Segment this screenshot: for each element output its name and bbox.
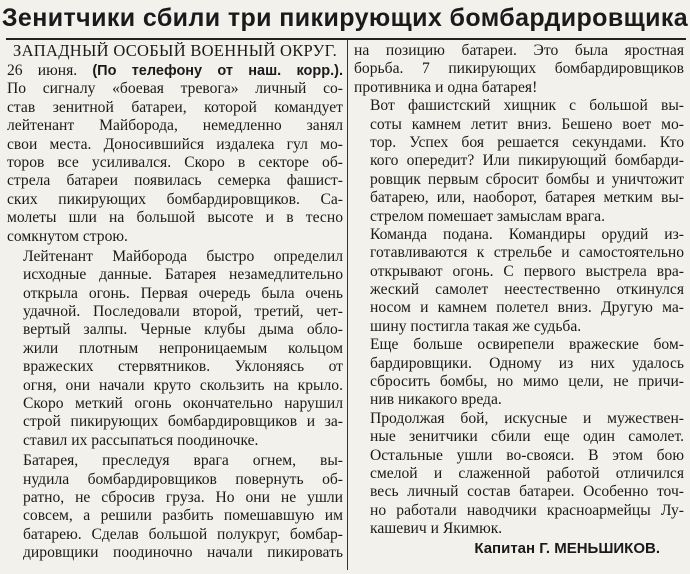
text-line: огня, они начали круто скользить на крыло.	[23, 376, 343, 394]
paragraph	[354, 336, 684, 410]
paragraph	[354, 410, 684, 539]
text-line: ратно, не сбросив груза. Но они не ушли	[23, 488, 343, 506]
text-line: свои места. Доносившийся издалека гул мо-	[7, 135, 343, 153]
text-line: Лейтенант Майборода быстро определил	[23, 247, 343, 265]
author-signature: Капитан Г. МЕНЬШИКОВ.	[474, 540, 660, 557]
text-line: лейтенант Майборода, немедленно занял	[7, 117, 343, 135]
paragraph	[7, 452, 343, 562]
text-line: нив никакого вреда.	[370, 391, 502, 409]
headline-rule	[6, 38, 686, 40]
dateline-date-line	[7, 62, 343, 80]
text-line: По сигналу «боевая тревога» личный со-	[7, 80, 343, 98]
text-line: молеты шли на большой высоте и в тесно	[7, 209, 343, 227]
text-line: ских пикирующих бомбардировщиков. Са-	[7, 190, 343, 208]
text-line: Команда подана. Командиры орудий из-	[370, 225, 684, 243]
text-line: Вот фашистский хищник с большой вы-	[370, 97, 684, 115]
text-line: стрела батареи появилась семерка фашист-	[7, 172, 343, 190]
text-line: сбросить бомбы, но мимо цели, не причи-	[370, 373, 684, 391]
text-line: Еще больше освирепели вражеские бом-	[370, 336, 684, 354]
text-line: строй пикирующих бомбардировщиков и за-	[23, 413, 343, 431]
text-line: совсем, а решили разбить помешавшую им	[23, 507, 343, 525]
text-line: жили плотным непроницаемым кольцом	[23, 339, 343, 357]
text-line: Продолжая бой, искусные и мужествен-	[370, 409, 684, 427]
left-column	[7, 42, 343, 563]
text-line: открыла огонь. Первая очередь была очень	[23, 284, 343, 302]
text-line: исходные данные. Батарея незамедлительно	[23, 266, 343, 284]
text-line: тор. Успех боя решается секундами. Кто	[370, 133, 684, 151]
text-line: но работали наводчики красноармейцы Лу-	[370, 501, 684, 519]
text-line: кашевич и Якимюк.	[370, 520, 503, 538]
text-line: противника и одна батарея!	[354, 78, 538, 96]
paragraph	[354, 97, 684, 226]
text-line: ровщик первым сбросит бомбы и уничтожит	[370, 170, 684, 188]
text-line: батарею, или, наоборот, батарея метким вы-	[370, 189, 684, 207]
text-line: открывают огонь. С первого выстрела вра-	[370, 262, 684, 280]
text-line: став зенитной батареи, которой командует	[7, 98, 343, 116]
text-line: Остальные ушли во-свояси. В этом бою	[370, 446, 684, 464]
text-line: Батарея, преследуя врага огнем, вы-	[23, 452, 343, 470]
column-divider	[347, 40, 348, 570]
text-line: сомкнутом строю.	[7, 227, 128, 245]
headline: Зенитчики сбили три пикирующих бомбардировщика	[1, 4, 689, 32]
right-column	[354, 42, 684, 539]
text-line: дировщики поодиночно начали пикировать	[23, 544, 343, 562]
text-line: смелой и слаженной работой отличился	[370, 464, 684, 482]
text-line: нудила бомбардировщиков повернуть об-	[23, 470, 343, 488]
text-line: Скоро меткий огонь окончательно нарушил	[23, 395, 343, 413]
paragraph	[354, 42, 684, 97]
text-line: удачной. Последовали второй, третий, чет-	[23, 303, 343, 321]
text-line: вертый залпы. Черные клубы дыма обло-	[23, 321, 343, 339]
paragraph	[7, 248, 343, 450]
text-line: шину постигла такая же судьба.	[370, 317, 582, 335]
paragraph	[354, 226, 684, 336]
dateline-place: ЗАПАДНЫЙ ОСОБЫЙ ВОЕННЫЙ ОКРУГ.	[13, 42, 337, 60]
paragraph	[7, 80, 343, 246]
text-line: жеский самолет неестественно откинулся	[370, 281, 684, 299]
text-line: на позицию батареи. Это была яростная	[354, 42, 684, 59]
text-line: стрелом помешает замыслам врага.	[370, 207, 606, 225]
dateline-date: 26 июня.	[7, 62, 78, 79]
text-line: кого опередит? Или пикирующий бомбарди-	[370, 152, 684, 170]
text-line: бардировщики. Одному из них удалось	[370, 354, 684, 372]
text-line: борьба. 7 пикирующих бомбардировщиков	[354, 60, 684, 78]
text-line: батарею. Сделав большой полукруг, бомбар-	[23, 525, 343, 543]
text-line: торов все усиливался. Скоро в секторе об-	[7, 153, 343, 171]
text-line: ные зенитчики сбили еще один самолет.	[370, 428, 684, 446]
text-line: весь личный состав батареи. Особенно точ-	[370, 483, 684, 501]
text-line: носом и камнем полетел вниз. Другую ма-	[370, 299, 684, 317]
text-line: ставил их рассыпаться поодиночке.	[23, 431, 259, 449]
text-line: соты камнем летит вниз. Бешено воет мо-	[370, 115, 684, 133]
text-line: готавливаются к стрельбе и самостоятельно	[370, 244, 684, 262]
text-line: вражеских стервятников. Уклоняясь от	[23, 358, 343, 376]
dateline-source: (По телефону от наш. корр.).	[92, 63, 343, 79]
